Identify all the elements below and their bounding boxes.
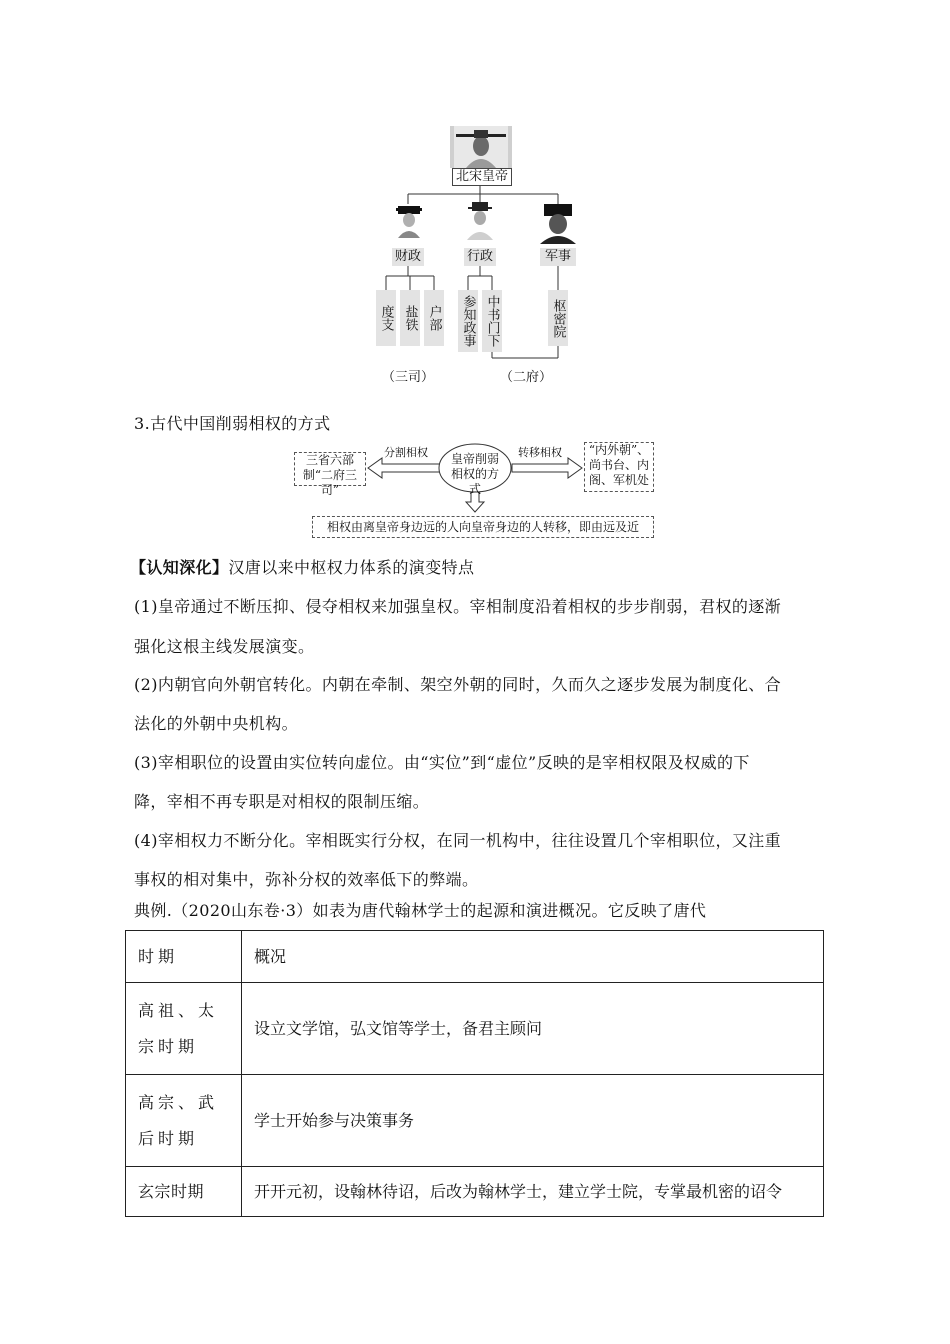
bottom-conclusion-box: 相权由离皇帝身边远的人向皇帝身边的人转移，即由远及近 xyxy=(312,516,654,538)
split-power-label: 分割相权 xyxy=(384,446,428,459)
deepen-line-4: 法化的外朝中央机构。 xyxy=(134,714,299,733)
office-shumiyuan: 枢密院 xyxy=(548,290,568,346)
administration-official-portrait xyxy=(466,202,494,240)
deepen-line-8: 事权的相对集中，弥补分权的效率低下的弊端。 xyxy=(134,870,479,889)
left-result-box: 三省六部制“二府三司” xyxy=(294,452,366,486)
weaken-chancellor-diagram xyxy=(292,438,658,540)
deepen-line-2: 强化这根主线发展演变。 xyxy=(134,637,315,656)
song-government-diagram xyxy=(370,124,590,386)
group-erfu-label: （二府） xyxy=(500,370,553,385)
deepen-line-7: (4)宰相权力不断分化。宰相既实行分权，在同一机构中，往往设置几个宰相职位，又注重 xyxy=(134,831,782,850)
finance-official-portrait xyxy=(396,204,422,238)
right-result-box: “内外朝”、尚书台、内阁、军机处 xyxy=(584,442,654,492)
table-cell-period: 玄宗时期 xyxy=(126,1167,242,1217)
branch-finance: 财政 xyxy=(392,248,424,266)
table-row xyxy=(126,1167,824,1217)
office-duzhi: 度支 xyxy=(376,290,396,346)
table-header-overview: 概况 xyxy=(242,931,824,983)
office-zhongshumenxia: 中书门下 xyxy=(482,290,502,352)
deepen-line-6: 降，宰相不再专职是对相权的限制压缩。 xyxy=(134,792,430,811)
table-row xyxy=(126,1075,824,1167)
table-cell-overview: 学士开始参与决策事务 xyxy=(242,1075,824,1167)
office-hubu: 户部 xyxy=(424,290,444,346)
section-heading-3: 3.古代中国削弱相权的方式 xyxy=(134,414,331,433)
deepen-line-3: (2)内朝官向外朝官转化。内朝在牵制、架空外朝的同时，久而久之逐步发展为制度化、合 xyxy=(134,675,782,694)
group-sansi-label: （三司） xyxy=(382,370,435,385)
table-cell-overview: 开开元初，设翰林待诏，后改为翰林学士，建立学士院，专掌最机密的诏令 xyxy=(242,1167,824,1217)
office-canzhizhengshi: 参知政事 xyxy=(458,290,478,352)
table-cell-period: 高祖、太宗时期 xyxy=(126,983,242,1075)
emperor-label: 北宋皇帝 xyxy=(452,168,512,186)
transfer-power-label: 转移相权 xyxy=(518,446,562,459)
branch-military: 军事 xyxy=(540,248,576,266)
branch-administration: 行政 xyxy=(464,248,496,266)
table-row xyxy=(126,983,824,1075)
example-question: 典例.（2020山东卷·3）如表为唐代翰林学士的起源和演进概况。它反映了唐代 xyxy=(134,901,707,920)
hanlin-table xyxy=(125,930,824,1217)
deepen-subtitle: 汉唐以来中枢权力体系的演变特点 xyxy=(228,558,475,577)
table-cell-overview: 设立文学馆，弘文馆等学士，备君主顾问 xyxy=(242,983,824,1075)
deepen-line-1: (1)皇帝通过不断压抑、侵夺相权来加强皇权。宰相制度沿着相权的步步削弱，君权的逐渐 xyxy=(134,597,782,616)
center-ellipse-label: 皇帝削弱相权的方式 xyxy=(451,452,500,496)
table-cell-period: 高宗、武后时期 xyxy=(126,1075,242,1167)
table-header-period: 时期 xyxy=(126,931,242,983)
office-yantie: 盐铁 xyxy=(400,290,420,346)
table-header-row xyxy=(126,931,824,983)
deepen-title: 【认知深化】 xyxy=(130,558,229,577)
deepen-heading xyxy=(130,555,474,578)
emperor-portrait xyxy=(450,126,512,168)
military-official-portrait xyxy=(540,204,576,244)
deepen-line-5: (3)宰相职位的设置由实位转向虚位。由“实位”到“虚位”反映的是宰相权限及权威的下 xyxy=(134,753,750,772)
